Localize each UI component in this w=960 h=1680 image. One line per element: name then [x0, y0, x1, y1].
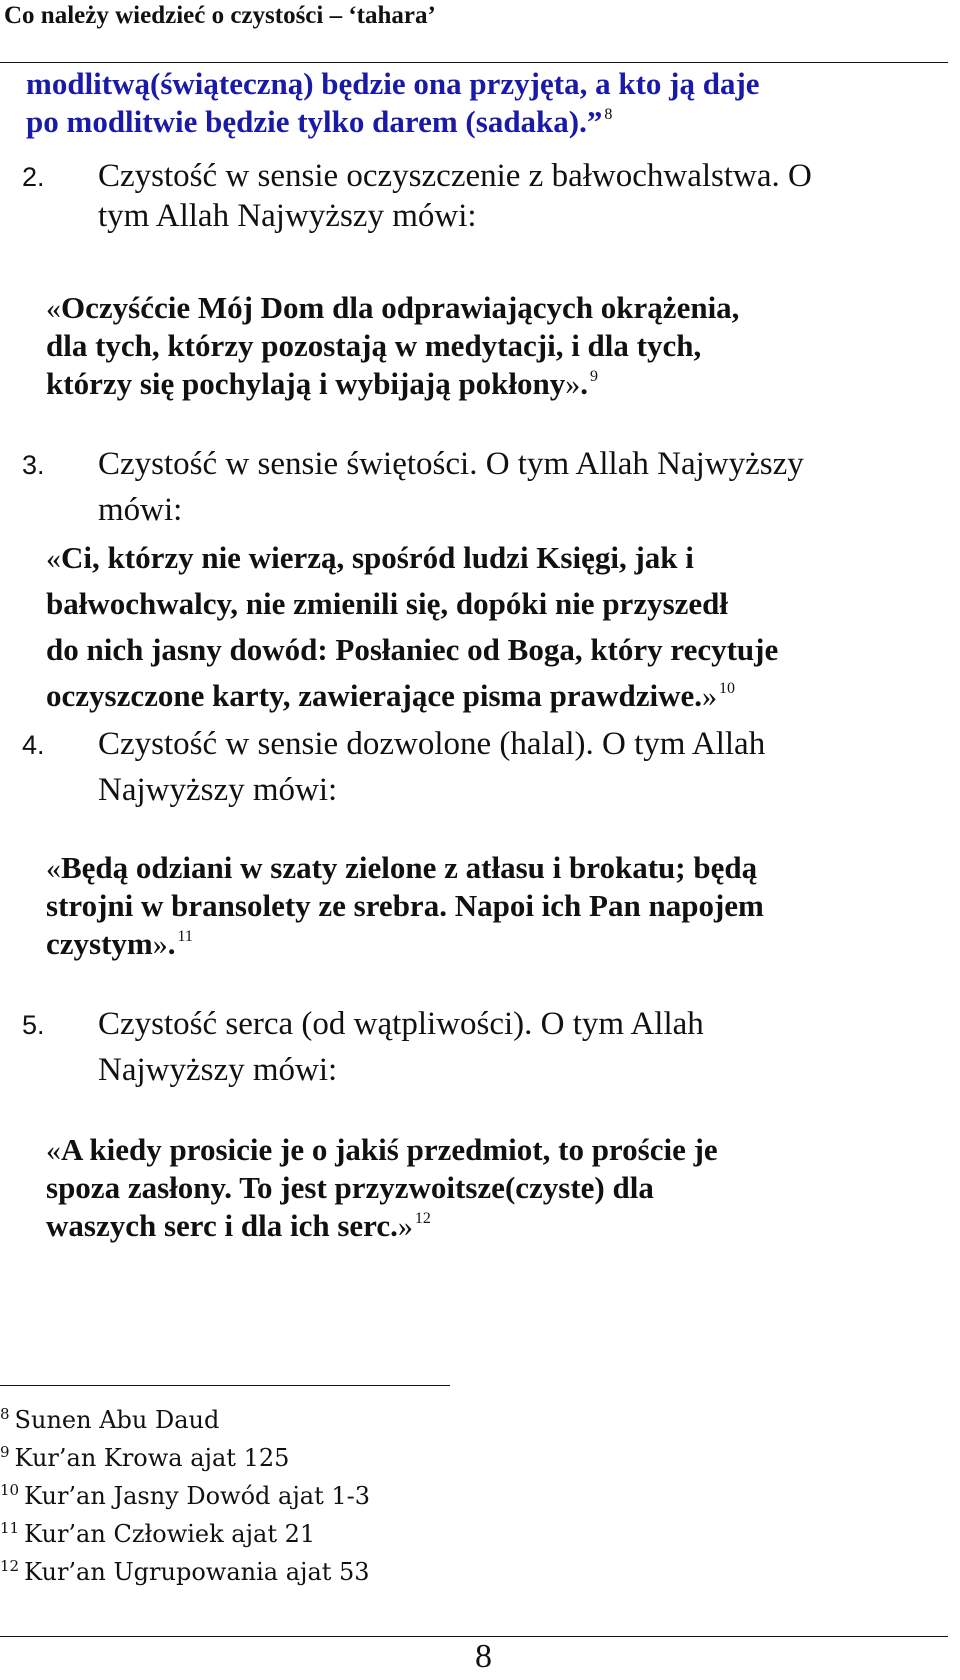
footnote-ref-9: 9	[590, 367, 599, 385]
quote-5-line-2: spoza zasłony. To jest przyzwoitsze(czyste) dla	[46, 1170, 654, 1205]
quote-2-line-2: dla tych, którzy pozostają w medytacji, i dla tych,	[46, 328, 702, 363]
quote-3-line-1: «Ci, którzy nie wierzą, spośród ludzi Księgi, jak i	[46, 540, 694, 575]
page-number: 8	[475, 1638, 492, 1675]
intro-line-1	[26, 66, 906, 102]
item-4-line-2: Najwyższy mówi:	[98, 772, 338, 808]
item-2-line-1: Czystość w sensie oczyszczenie z bałwochwalstwa. O	[98, 158, 812, 194]
footnote-12: $^{12}$ Kur’an Ugrupowania ajat 53	[0, 1557, 370, 1586]
item-2-line-2: tym Allah Najwyższy mówi:	[98, 198, 477, 234]
footer-rule	[0, 1636, 948, 1637]
quote-close-bracket-icon: »	[152, 928, 168, 961]
quote-3-line-3: do nich jasny dowód: Posłaniec od Boga, który recytuje	[46, 632, 779, 667]
quote-5-line-1: «A kiedy prosicie je o jakiś przedmiot, to proście je	[46, 1132, 718, 1167]
quote-3-line-2: bałwochwalcy, nie zmienili się, dopóki nie przyszedł	[46, 586, 729, 621]
quote-open-bracket-icon: «	[46, 292, 61, 325]
item-number-2: 2.	[22, 162, 45, 192]
quote-open-bracket-icon: «	[46, 1134, 61, 1167]
item-4-line-1: Czystość w sensie dozwolone (halal). O tym Allah	[98, 726, 766, 762]
running-header: Co należy wiedzieć o czystości – ‘tahara’	[4, 2, 436, 29]
footnote-ref-10: 10	[718, 679, 735, 697]
quote-4-line-2: strojni w bransolety ze srebra. Napoi ich Pan napojem	[46, 888, 764, 923]
quote-2-line-3: którzy się pochylają i wybijają pokłony». $^9$	[46, 366, 599, 401]
footnote-ref-12: 12	[414, 1209, 431, 1227]
quote-3-line-4: oczyszczone karty, zawierające pisma prawdziwe.» $^{10}$	[46, 678, 735, 713]
intro-text-2: po modlitwie będzie tylko darem (sadaka).”	[26, 104, 603, 139]
item-number-4: 4.	[22, 730, 45, 760]
footnote-separator	[0, 1385, 450, 1386]
quote-4-line-1: «Będą odziani w szaty zielone z atłasu i brokatu; będą	[46, 850, 758, 885]
quote-2-line-1: «Oczyśćcie Mój Dom dla odprawiających okrążenia,	[46, 290, 740, 325]
intro-text-1: modlitwą(świąteczną) będzie ona przyjęta, a kto ją daje	[26, 66, 760, 101]
quote-open-bracket-icon: «	[46, 542, 61, 575]
footnote-9: $^9$ Kur’an Krowa ajat 125	[0, 1443, 290, 1472]
item-3-line-1: Czystość w sensie świętości. O tym Allah Najwyższy	[98, 446, 804, 482]
quote-open-bracket-icon: «	[46, 852, 61, 885]
header-rule	[0, 62, 948, 63]
quote-close-bracket-icon: »	[397, 1210, 413, 1243]
intro-line-2	[26, 104, 612, 140]
item-number-5: 5.	[22, 1010, 45, 1040]
quote-5-line-3: waszych serc i dla ich serc.» $^{12}$	[46, 1208, 431, 1243]
quote-close-bracket-icon: »	[565, 368, 581, 401]
footnote-10: $^{10}$ Kur’an Jasny Dowód ajat 1-3	[0, 1481, 370, 1510]
item-number-3: 3.	[22, 450, 45, 480]
footnote-8: $^8$ Sunen Abu Daud	[0, 1405, 220, 1434]
quote-4-line-3: czystym». $^{11}$	[46, 926, 193, 961]
item-3-line-2: mówi:	[98, 492, 183, 528]
footnote-11: $^{11}$ Kur’an Człowiek ajat 21	[0, 1519, 316, 1548]
item-5-line-2: Najwyższy mówi:	[98, 1052, 338, 1088]
item-5-line-1: Czystość serca (od wątpliwości). O tym Allah	[98, 1006, 704, 1042]
quote-close-bracket-icon: »	[701, 680, 717, 713]
footnote-ref-11: 11	[177, 927, 193, 945]
footnote-ref-8: 8	[604, 105, 613, 123]
